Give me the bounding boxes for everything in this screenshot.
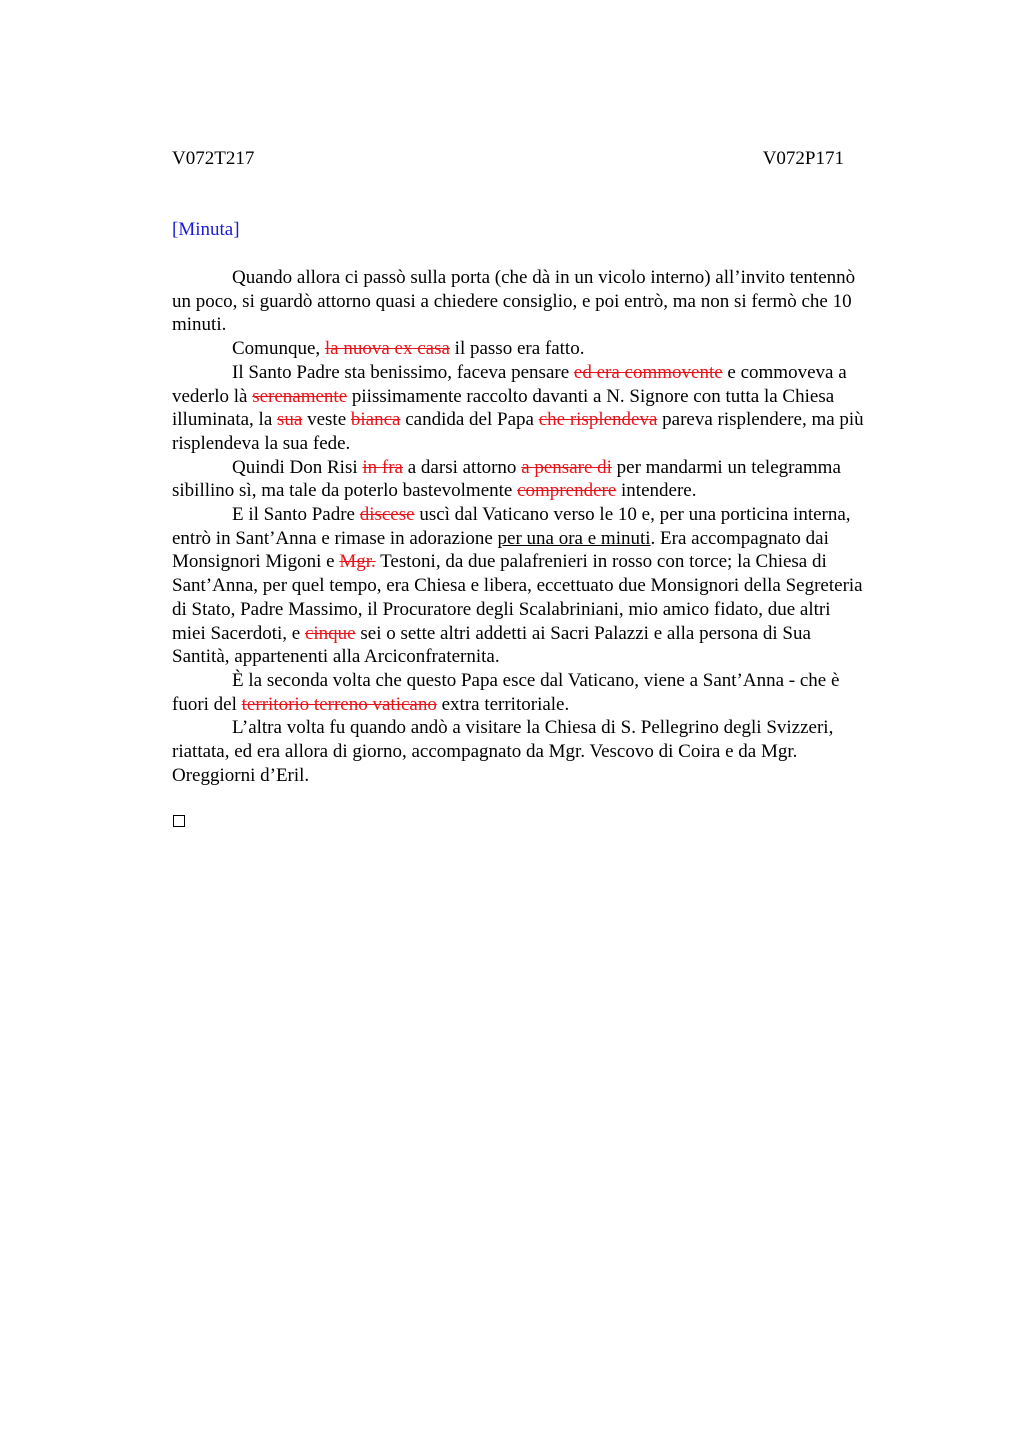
deleted-text: comprendere xyxy=(517,480,617,502)
paragraph-4 xyxy=(172,456,924,503)
text-line xyxy=(172,456,924,480)
text-run: entrò in Sant’Anna e rimase in adorazione xyxy=(172,527,498,549)
text-line: Sant’Anna, per quel tempo, era Chiesa e libera, eccettuato due Monsignori della Segreteria xyxy=(172,575,863,597)
document-body xyxy=(172,266,924,787)
text-run: uscì dal Vaticano verso le 10 e, per una porticina interna, xyxy=(414,504,851,526)
text-run: candida del Papa xyxy=(400,409,539,431)
text-line xyxy=(172,361,924,385)
text-run: extra territoriale. xyxy=(436,693,570,715)
text-run: fuori del xyxy=(172,693,242,715)
text-run: per mandarmi un telegramma xyxy=(611,456,841,478)
text-run: miei Sacerdoti, e xyxy=(172,622,305,644)
deleted-text: Mgr. xyxy=(339,551,376,573)
text-run: sibillino sì, ma tale da poterlo bastevolmente xyxy=(172,480,518,502)
section-label: [Minuta] xyxy=(172,219,240,240)
text-line: Santità, appartenenti alla Arciconfraternita. xyxy=(172,646,500,668)
text-run: Testoni, da due palafrenieri in rosso con torce; la Chiesa di xyxy=(375,551,827,573)
paragraph-6 xyxy=(172,669,924,716)
text-run: piissimamente raccolto davanti a N. Signore con tutta la Chiesa xyxy=(347,385,835,407)
deleted-text: serenamente xyxy=(252,385,348,407)
page-code: V072P171 xyxy=(762,148,844,169)
deleted-text: bianca xyxy=(350,409,401,431)
text-line: L’altra volta fu quando andò a visitare la Chiesa di S. Pellegrino degli Svizzeri, xyxy=(232,717,834,739)
text-run: Monsignori Migoni e xyxy=(172,551,340,573)
document-code: V072T217 xyxy=(172,148,255,169)
text-run: E il Santo Padre xyxy=(232,504,360,526)
text-run: illuminata, la xyxy=(172,409,278,431)
paragraph-7 xyxy=(172,716,924,787)
text-line: È la seconda volta che questo Papa esce dal Vaticano, viene a Sant’Anna - che è xyxy=(232,669,840,691)
text-line xyxy=(172,527,924,551)
text-line xyxy=(172,385,924,409)
text-line: risplendeva la sua fede. xyxy=(172,432,351,454)
text-run: veste xyxy=(302,409,351,431)
text-line xyxy=(172,337,924,361)
deleted-text: sua xyxy=(277,409,303,431)
text-run: Comunque, xyxy=(232,338,325,360)
text-run: a darsi attorno xyxy=(403,456,522,478)
text-run: intendere. xyxy=(616,480,697,502)
page-header xyxy=(172,147,844,171)
text-line xyxy=(172,503,924,527)
deleted-text: territorio terreno vaticano xyxy=(241,693,437,715)
text-line xyxy=(172,479,924,503)
paragraph-5 xyxy=(172,503,924,669)
text-run: Il Santo Padre sta benissimo, faceva pensare xyxy=(232,361,574,383)
underlined-text: per una ora e minuti xyxy=(497,527,651,549)
text-line: un poco, si guardò attorno quasi a chiedere consiglio, e poi entrò, ma non si fermò che 10 xyxy=(172,290,852,312)
text-line: Oreggiorni d’Eril. xyxy=(172,764,310,786)
text-line: minuti. xyxy=(172,314,227,336)
text-line: riattata, ed era allora di giorno, accompagnato da Mgr. Vescovo di Coira e da Mgr. xyxy=(172,741,798,763)
deleted-text: ed era commovente xyxy=(573,361,723,383)
paragraph-1 xyxy=(172,266,924,337)
text-line xyxy=(172,622,924,646)
text-run: vederlo là xyxy=(172,385,253,407)
text-run: e commoveva a xyxy=(722,361,847,383)
text-line xyxy=(172,693,924,717)
deleted-text: a pensare di xyxy=(521,456,612,478)
text-run: pareva risplendere, ma più xyxy=(657,409,864,431)
text-line xyxy=(172,408,924,432)
empty-square-icon xyxy=(173,815,185,827)
deleted-text: che risplendeva xyxy=(538,409,658,431)
deleted-text: cinque xyxy=(304,622,356,644)
text-run: il passo era fatto. xyxy=(449,338,585,360)
deleted-text: la nuova ex casa xyxy=(324,338,450,360)
paragraph-3 xyxy=(172,361,924,456)
text-line xyxy=(172,550,924,574)
text-run: . Era accompagnato dai xyxy=(650,527,829,549)
paragraph-2 xyxy=(172,337,924,361)
text-run: Quindi Don Risi xyxy=(232,456,363,478)
deleted-text: discese xyxy=(359,504,415,526)
deleted-text: in fra xyxy=(362,456,403,478)
text-line: di Stato, Padre Massimo, il Procuratore degli Scalabriniani, mio amico fidato, due altri xyxy=(172,598,831,620)
text-run: sei o sette altri addetti ai Sacri Palazzi e alla persona di Sua xyxy=(355,622,811,644)
text-line: Quando allora ci passò sulla porta (che dà in un vicolo interno) all’invito tentennò xyxy=(232,267,856,288)
